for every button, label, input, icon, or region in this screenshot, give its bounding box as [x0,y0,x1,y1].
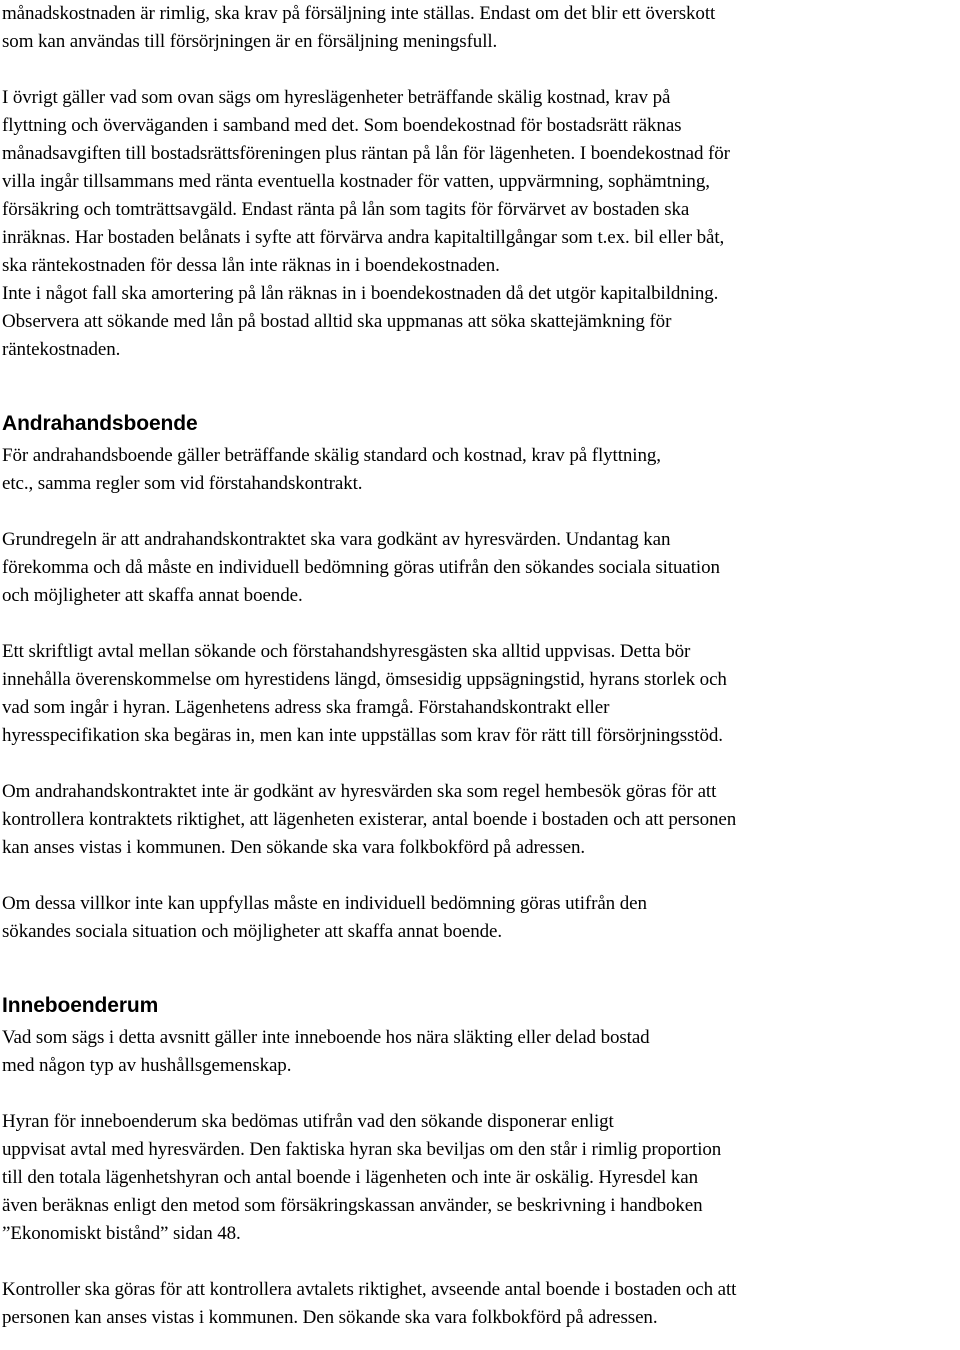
text-line: månadskostnaden är rimlig, ska krav på försäljning inte ställas. Endast om det blir ett överskott [2,3,716,24]
text-line: flyttning och överväganden i samband med det. Som boendekostnad för bostadsrätt räknas [2,115,682,136]
text-line: försäkring och tomträttsavgäld. Endast ränta på lån som tagits för förvärvet av bostaden ska [2,199,690,220]
text-line: Vad som sägs i detta avsnitt gäller inte inneboende hos nära släkting eller delad bostad [2,1027,650,1048]
paragraph-inneboende-1 [2,1024,958,1080]
text-line: Observera att sökande med lån på bostad alltid ska uppmanas att söka skattejämkning för [2,311,672,332]
text-line: räntekostnaden. [2,339,121,360]
text-line: Ett skriftligt avtal mellan sökande och förstahandshyresgästen ska alltid uppvisas. Detta bör [2,641,691,662]
text-line: För andrahandsboende gäller beträffande skälig standard och kostnad, krav på flyttning, [2,445,661,466]
text-line: inräknas. Har bostaden belånats i syfte att förvärva andra kapitaltillgångar som t.ex. bil eller båt, [2,227,725,248]
text-line: sökandes sociala situation och möjligheter att skaffa annat boende. [2,921,502,942]
text-line: vad som ingår i hyran. Lägenhetens adress ska framgå. Förstahandskontrakt eller [2,697,610,718]
text-line: med någon typ av hushållsgemenskap. [2,1055,292,1076]
text-line: Inte i något fall ska amortering på lån räknas in i boendekostnaden då det utgör kapitalbildning. [2,283,719,304]
text-line: kan anses vistas i kommunen. Den sökande ska vara folkbokförd på adressen. [2,837,586,858]
text-line: Kontroller ska göras för att kontrollera avtalets riktighet, avseende antal boende i bostaden och att [2,1279,737,1300]
paragraph-andrahand-2 [2,526,958,610]
text-line: som kan användas till försörjningen är en försäljning meningsfull. [2,31,498,52]
text-line: personen kan anses vistas i kommunen. Den sökande ska vara folkbokförd på adressen. [2,1307,658,1328]
text-line: innehålla överenskommelse om hyrestidens längd, ömsesidig uppsägningstid, hyrans storlek och [2,669,727,690]
paragraph-andrahand-1 [2,442,958,498]
text-line: I övrigt gäller vad som ovan sägs om hyreslägenheter beträffande skälig kostnad, krav på [2,87,671,108]
text-line: månadsavgiften till bostadsrättsföreningen plus räntan på lån för lägenheten. I boendekostnad för [2,143,730,164]
text-line: villa ingår tillsammans med ränta eventuella kostnader för vatten, uppvärmning, sophämtning, [2,171,710,192]
text-line: uppvisat avtal med hyresvärden. Den faktiska hyran ska beviljas om den står i rimlig proportion [2,1139,722,1160]
text-line: och möjligheter att skaffa annat boende. [2,585,303,606]
text-line: kontrollera kontraktets riktighet, att lägenheten existerar, antal boende i bostaden och att personen [2,809,737,830]
paragraph-andrahand-4 [2,778,958,862]
text-line: förekomma och då måste en individuell bedömning göras utifrån den sökandes sociala situation [2,557,720,578]
paragraph-andrahand-5 [2,890,958,946]
text-line: till den totala lägenhetshyran och antal boende i lägenheten och inte är oskälig. Hyresdel kan [2,1167,698,1188]
paragraph-andrahand-3 [2,638,958,750]
paragraph-inneboende-2 [2,1108,958,1248]
text-line: även beräknas enligt den metod som försäkringskassan använder, se beskrivning i handboken [2,1195,703,1216]
text-line: Grundregeln är att andrahandskontraktet ska vara godkänt av hyresvärden. Undantag kan [2,529,671,550]
paragraph-intro [2,0,958,56]
text-line: hyresspecifikation ska begäras in, men kan inte uppställas som krav för rätt till försörjningsstöd. [2,725,723,746]
section-heading-andrahandsboende: Andrahandsboende [2,412,198,435]
text-line: ”Ekonomiskt bistånd” sidan 48. [2,1223,241,1244]
text-line: ska räntekostnaden för dessa lån inte räknas in i boendekostnaden. [2,255,500,276]
text-line: Om dessa villkor inte kan uppfyllas måste en individuell bedömning göras utifrån den [2,893,647,914]
section-heading-inneboenderum: Inneboenderum [2,994,159,1017]
paragraph-bostadsratt [2,84,958,364]
text-line: Hyran för inneboenderum ska bedömas utifrån vad den sökande disponerar enligt [2,1111,614,1132]
text-line: etc., samma regler som vid förstahandskontrakt. [2,473,363,494]
document-page [2,0,958,1332]
text-line: Om andrahandskontraktet inte är godkänt av hyresvärden ska som regel hembesök göras för att [2,781,717,802]
paragraph-inneboende-3 [2,1276,958,1332]
